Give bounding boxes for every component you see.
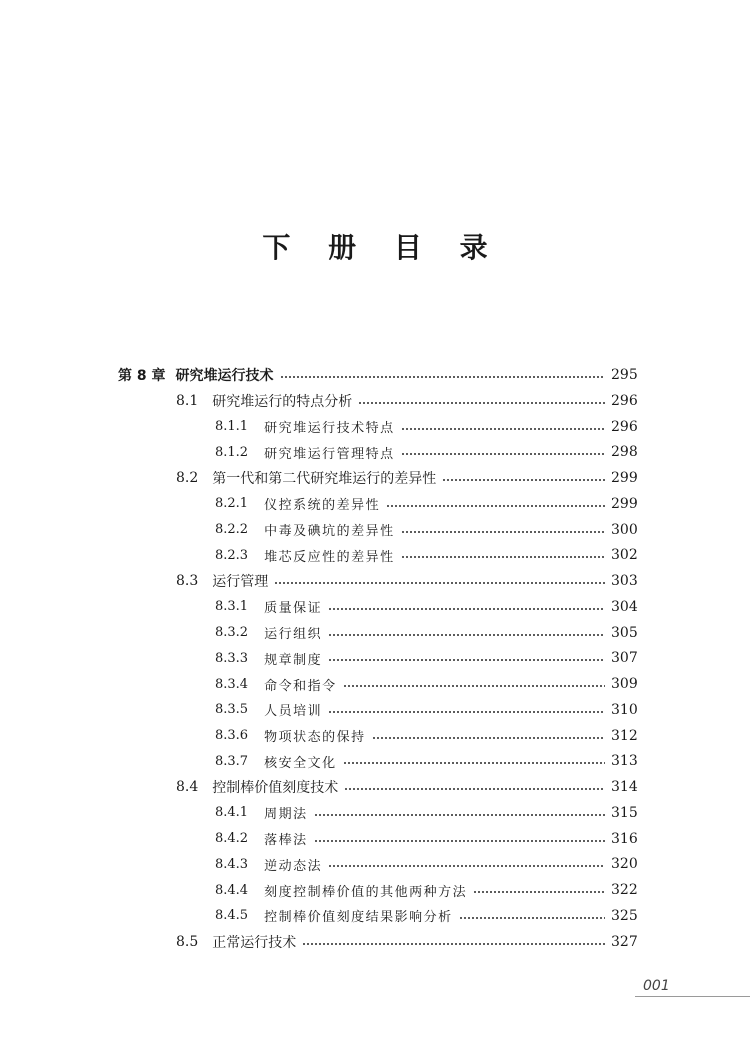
toc-entry-number: 8.2 (176, 470, 199, 486)
dot-leader (274, 582, 605, 584)
toc-entry-number: 8.3.3 (215, 650, 249, 666)
toc-entry-title: 核安全文化 (264, 755, 337, 771)
toc-entry-number: 8.1 (176, 392, 199, 409)
toc-entry-chapter (118, 363, 637, 387)
toc-entry-title: 规章制度 (264, 652, 323, 668)
toc-entry-title: 命令和指令 (264, 678, 337, 694)
dot-leader (343, 762, 605, 764)
page-number: 001 (643, 978, 670, 994)
toc-entry-subsection (215, 440, 637, 464)
toc-entry-title: 仪控系统的差异性 (264, 498, 381, 514)
dot-leader (358, 402, 605, 404)
toc-entry-page: 307 (611, 650, 638, 667)
toc-entry-section (176, 775, 637, 799)
dot-leader (401, 428, 605, 430)
toc-entry-title: 研究堆运行技术特点 (264, 421, 395, 436)
toc-entry-number: 8.3.5 (215, 702, 249, 718)
toc-entry-title: 控制棒价值刻度结果影响分析 (264, 910, 453, 926)
toc-entry-page: 295 (611, 367, 638, 383)
toc-entry-title: 质量保证 (264, 601, 323, 617)
toc-entry-page: 327 (611, 933, 638, 950)
toc-entry-number: 8.1.2 (215, 444, 249, 460)
toc-entry-subsection (215, 621, 637, 645)
toc-entry-number: 8.2.2 (215, 522, 249, 537)
toc-entry-subsection (215, 724, 637, 748)
toc-entry-page: 312 (611, 727, 638, 744)
toc-entry-title: 运行组织 (264, 627, 323, 642)
toc-entry-page: 322 (611, 882, 638, 898)
toc-entry-page: 325 (611, 907, 638, 924)
dot-leader (302, 943, 605, 945)
dot-leader (344, 788, 605, 790)
toc-entry-number: 8.2.3 (215, 547, 249, 563)
page-title: 下 册 目 录 (262, 231, 502, 264)
dot-leader (328, 711, 605, 713)
toc-entry-page: 305 (611, 624, 638, 641)
dot-leader (280, 376, 606, 378)
toc-entry-title: 运行管理 (212, 574, 269, 590)
dot-leader (328, 659, 605, 661)
toc-entry-number: 8.3.2 (215, 625, 249, 640)
toc-entry-page: 314 (611, 779, 638, 795)
dot-leader (401, 453, 605, 455)
toc-entry-number: 8.4.3 (215, 856, 249, 872)
toc-entry-number: 8.3 (176, 573, 199, 589)
toc-entry-title: 落棒法 (264, 833, 308, 848)
dot-leader (343, 685, 605, 687)
dot-leader (386, 505, 605, 507)
toc-entry-title: 人员培训 (264, 704, 323, 720)
toc-entry-page: 296 (611, 392, 638, 409)
toc-entry-subsection (215, 904, 637, 928)
dot-leader (372, 737, 605, 739)
toc-entry-page: 299 (611, 495, 638, 512)
toc-entry-title: 物项状态的保持 (264, 730, 366, 745)
dot-leader (401, 556, 605, 558)
toc-entry-title: 堆芯反应性的差异性 (264, 549, 395, 565)
toc-entry-number: 8.1.1 (215, 419, 249, 434)
toc-entry-subsection (215, 492, 637, 516)
toc-entry-page: 310 (611, 701, 638, 718)
dot-leader (328, 608, 605, 610)
toc-entry-title: 刻度控制棒价值的其他两种方法 (264, 884, 468, 900)
toc-entry-number: 8.3.6 (215, 728, 249, 743)
toc-entry-page: 296 (611, 418, 638, 435)
toc-entry-page: 315 (611, 804, 638, 821)
toc-entry-title: 周期法 (264, 807, 308, 823)
toc-entry-subsection (215, 698, 637, 722)
toc-entry-title: 研究堆运行技术 (175, 368, 274, 384)
toc-entry-subsection (215, 672, 637, 696)
dot-leader (328, 865, 605, 867)
toc-entry-section (176, 569, 637, 593)
toc-entry-subsection (215, 852, 637, 876)
dot-leader (473, 891, 605, 893)
dot-leader (314, 840, 605, 842)
toc-entry-number: 8.3.1 (215, 599, 249, 615)
toc-entry-subsection (215, 827, 637, 851)
toc-entry-title: 中毒及碘坑的差异性 (264, 524, 395, 539)
dot-leader (314, 814, 605, 816)
toc-entry-number: 8.4 (176, 779, 199, 795)
toc-entry-subsection (215, 878, 637, 902)
toc-entry-page: 320 (611, 856, 638, 873)
dot-leader (459, 917, 605, 919)
toc-entry-title: 第一代和第二代研究堆运行的差异性 (212, 471, 437, 487)
toc-entry-number: 8.4.4 (215, 882, 249, 898)
toc-entry-title: 研究堆运行管理特点 (264, 446, 395, 462)
toc-entry-section (176, 466, 637, 490)
toc-entry-page: 313 (611, 753, 638, 770)
toc-entry-page: 302 (611, 547, 638, 564)
dot-leader (328, 634, 605, 636)
toc-entry-number: 8.4.1 (215, 805, 249, 821)
toc-entry-subsection (215, 518, 637, 542)
toc-entry-subsection (215, 646, 637, 670)
toc-entry-subsection (215, 801, 637, 825)
toc-entry-number: 8.4.2 (215, 831, 249, 846)
toc-entry-page: 303 (611, 573, 638, 589)
toc-entry-page: 304 (611, 598, 638, 615)
toc-entry-subsection (215, 415, 637, 439)
toc-entry-page: 300 (611, 521, 638, 538)
toc-entry-title: 逆动态法 (264, 858, 323, 874)
toc-entry-number: 8.3.7 (215, 753, 249, 769)
toc-entry-title: 控制棒价值刻度技术 (212, 780, 339, 796)
dot-leader (442, 479, 605, 481)
toc-entry-section (176, 389, 637, 413)
toc-entry-title: 正常运行技术 (212, 934, 297, 951)
toc-entry-title: 研究堆运行的特点分析 (212, 393, 353, 410)
toc-entry-number: 8.5 (176, 933, 199, 950)
toc-entry-page: 309 (611, 676, 638, 692)
toc-entry-subsection (215, 749, 637, 773)
toc-entry-number: 第 8 章 (118, 368, 166, 384)
footer-rule (635, 996, 750, 997)
toc-entry-page: 298 (611, 444, 638, 461)
dot-leader (401, 531, 605, 533)
toc-entry-subsection (215, 595, 637, 619)
toc-entry-page: 316 (611, 830, 638, 847)
toc-entry-number: 8.2.1 (215, 496, 249, 512)
toc-entry-number: 8.3.4 (215, 676, 249, 692)
toc-entry-section (176, 930, 637, 954)
toc-entry-page: 299 (611, 470, 638, 486)
toc-entry-number: 8.4.5 (215, 908, 249, 924)
toc-entry-subsection (215, 543, 637, 567)
